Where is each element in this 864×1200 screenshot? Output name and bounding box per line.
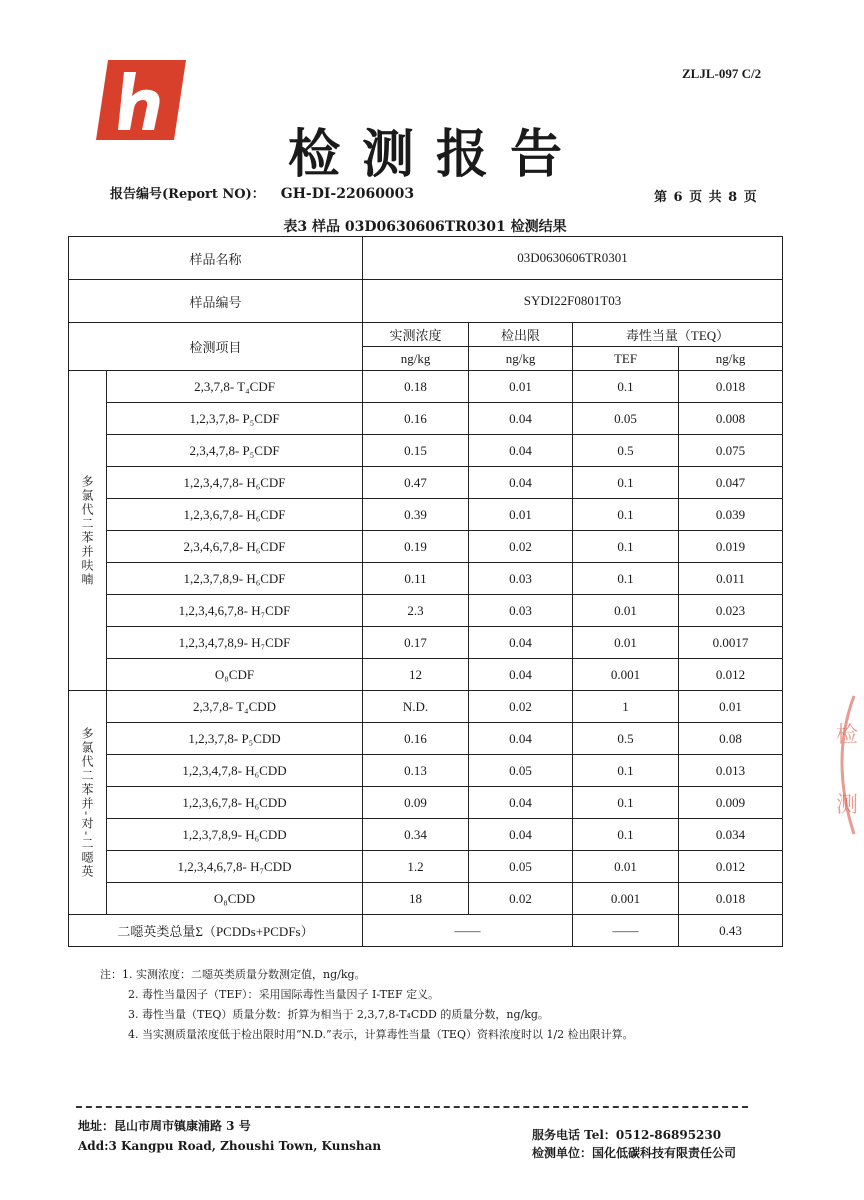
conc-unit: ng/kg bbox=[363, 347, 469, 371]
teq-value: 0.011 bbox=[679, 563, 783, 595]
group-label-pcdf-text: 多氯代二苯并呋喃 bbox=[80, 474, 94, 587]
teq-value: 0.013 bbox=[679, 755, 783, 787]
table-row bbox=[69, 563, 783, 595]
svg-text:测: 测 bbox=[836, 793, 859, 818]
teq-header: 毒性当量（TEQ） bbox=[573, 323, 783, 347]
tef-value: 0.001 bbox=[573, 659, 679, 691]
note-4: 4. 当实测质量浓度低于检出限时用“N.D.”表示，计算毒性当量（TEQ）资料浓度时以 1/2 检出限计算。 bbox=[128, 1028, 634, 1041]
detection-limit: 0.04 bbox=[469, 467, 573, 499]
compound-name: 1,2,3,4,7,8- H₆CDF bbox=[107, 467, 363, 499]
detection-limit: 0.02 bbox=[469, 691, 573, 723]
measured-conc: 0.16 bbox=[363, 403, 469, 435]
measured-conc: 0.17 bbox=[363, 627, 469, 659]
detection-limit: 0.04 bbox=[469, 627, 573, 659]
teq-value: 0.075 bbox=[679, 435, 783, 467]
measured-conc: N.D. bbox=[363, 691, 469, 723]
measured-conc: 0.18 bbox=[363, 371, 469, 403]
detection-limit: 0.04 bbox=[469, 723, 573, 755]
lod-unit: ng/kg bbox=[469, 347, 573, 371]
teq-value: 0.018 bbox=[679, 371, 783, 403]
group-label-pcdd bbox=[69, 691, 107, 915]
table-row bbox=[69, 723, 783, 755]
conc-header: 实测浓度 bbox=[363, 323, 469, 347]
measured-conc: 18 bbox=[363, 883, 469, 915]
table-row bbox=[69, 819, 783, 851]
note-3: 3. 毒性当量（TEQ）质量分数：折算为相当于 2,3,7,8-T₄CDD 的质量分数，ng/kg。 bbox=[128, 1008, 549, 1021]
group-label-pcdd-text: 多氯代二苯并-对-二噁英 bbox=[80, 726, 94, 879]
total-row bbox=[69, 915, 783, 947]
detection-limit: 0.02 bbox=[469, 883, 573, 915]
sample-no-value: SYDI22F0801T03 bbox=[363, 280, 783, 323]
compound-name: 1,2,3,4,6,7,8- H₇CDD bbox=[107, 851, 363, 883]
compound-name: 1,2,3,4,6,7,8- H₇CDF bbox=[107, 595, 363, 627]
teq-value: 0.039 bbox=[679, 499, 783, 531]
teq-value: 0.023 bbox=[679, 595, 783, 627]
tef-value: 0.1 bbox=[573, 531, 679, 563]
tef-value: 0.5 bbox=[573, 435, 679, 467]
compound-name: 1,2,3,7,8,9- H₆CDF bbox=[107, 563, 363, 595]
measured-conc: 0.13 bbox=[363, 755, 469, 787]
measured-conc: 12 bbox=[363, 659, 469, 691]
table-row bbox=[69, 371, 783, 403]
compound-name: 2,3,7,8- T₄CDD bbox=[107, 691, 363, 723]
compound-name: 1,2,3,7,8,9- H₆CDD bbox=[107, 819, 363, 851]
page-info: 第 6 页 共 8 页 bbox=[654, 190, 758, 205]
measured-conc: 0.39 bbox=[363, 499, 469, 531]
tef-value: 0.01 bbox=[573, 627, 679, 659]
tef-value: 0.1 bbox=[573, 563, 679, 595]
teq-value: 0.009 bbox=[679, 787, 783, 819]
table-row bbox=[69, 499, 783, 531]
teq-value: 0.019 bbox=[679, 531, 783, 563]
note-1: 注：1. 实测浓度：二噁英类质量分数测定值，ng/kg。 bbox=[100, 968, 366, 981]
report-no-label: 报告编号(Report NO)： bbox=[110, 187, 265, 202]
testing-org: 检测单位：国化低碳科技有限责任公司 bbox=[532, 1146, 737, 1160]
tef-value: 0.01 bbox=[573, 595, 679, 627]
table-row bbox=[69, 659, 783, 691]
measured-conc: 0.09 bbox=[363, 787, 469, 819]
measured-conc: 0.16 bbox=[363, 723, 469, 755]
table-row bbox=[69, 531, 783, 563]
teq-value: 0.0017 bbox=[679, 627, 783, 659]
notes bbox=[100, 965, 634, 1045]
address-cn: 地址：昆山市周市镇康浦路 3 号 bbox=[78, 1119, 251, 1133]
teq-value: 0.012 bbox=[679, 659, 783, 691]
compound-name: 1,2,3,7,8- P₅CDF bbox=[107, 403, 363, 435]
total-conc: —— bbox=[363, 915, 573, 947]
form-code: ZLJL-097 C/2 bbox=[682, 66, 762, 81]
page-title: 检测报告 bbox=[287, 124, 584, 185]
table-row bbox=[69, 435, 783, 467]
tef-value: 0.1 bbox=[573, 787, 679, 819]
tef-value: 0.1 bbox=[573, 499, 679, 531]
table-row bbox=[69, 403, 783, 435]
compound-name: 1,2,3,6,7,8- H₆CDD bbox=[107, 787, 363, 819]
footer-address bbox=[78, 1116, 381, 1156]
compound-name: 1,2,3,7,8- P₅CDD bbox=[107, 723, 363, 755]
item-header: 检测项目 bbox=[69, 323, 363, 371]
footer-divider bbox=[76, 1106, 748, 1108]
lod-header: 检出限 bbox=[469, 323, 573, 347]
address-en: Add:3 Kangpu Road, Zhoushi Town, Kunshan bbox=[78, 1139, 382, 1153]
note-2: 2. 毒性当量因子（TEF）：采用国际毒性当量因子 I-TEF 定义。 bbox=[128, 988, 440, 1001]
teq-value: 0.018 bbox=[679, 883, 783, 915]
measured-conc: 0.15 bbox=[363, 435, 469, 467]
detection-limit: 0.02 bbox=[469, 531, 573, 563]
teq-value: 0.034 bbox=[679, 819, 783, 851]
tef-value: 1 bbox=[573, 691, 679, 723]
results-table bbox=[68, 236, 783, 947]
total-tef: —— bbox=[573, 915, 679, 947]
table-row bbox=[69, 467, 783, 499]
tef-value: 0.05 bbox=[573, 403, 679, 435]
measured-conc: 2.3 bbox=[363, 595, 469, 627]
detection-limit: 0.03 bbox=[469, 595, 573, 627]
total-label: 二噁英类总量Σ（PCDDs+PCDFs） bbox=[69, 915, 363, 947]
tef-value: 0.1 bbox=[573, 755, 679, 787]
table-row bbox=[69, 787, 783, 819]
service-phone: 服务电话 Tel：0512-86895230 bbox=[532, 1128, 722, 1142]
sample-no-row bbox=[69, 280, 783, 323]
sample-name-row bbox=[69, 237, 783, 280]
sample-name-label: 样品名称 bbox=[69, 237, 363, 280]
detection-limit: 0.01 bbox=[469, 499, 573, 531]
detection-limit: 0.05 bbox=[469, 755, 573, 787]
svg-text:检: 检 bbox=[836, 723, 859, 748]
tef-value: 0.001 bbox=[573, 883, 679, 915]
table-row bbox=[69, 755, 783, 787]
compound-name: 1,2,3,4,7,8,9- H₇CDF bbox=[107, 627, 363, 659]
table-row bbox=[69, 883, 783, 915]
measured-conc: 1.2 bbox=[363, 851, 469, 883]
tef-unit: TEF bbox=[573, 347, 679, 371]
teq-value: 0.01 bbox=[679, 691, 783, 723]
footer-contact bbox=[532, 1126, 736, 1162]
total-teq: 0.43 bbox=[679, 915, 783, 947]
detection-limit: 0.04 bbox=[469, 435, 573, 467]
teq-value: 0.012 bbox=[679, 851, 783, 883]
compound-name: O₈CDF bbox=[107, 659, 363, 691]
tef-value: 0.1 bbox=[573, 467, 679, 499]
detection-limit: 0.05 bbox=[469, 851, 573, 883]
tef-value: 0.5 bbox=[573, 723, 679, 755]
teq-value: 0.047 bbox=[679, 467, 783, 499]
detection-limit: 0.04 bbox=[469, 787, 573, 819]
tef-value: 0.1 bbox=[573, 819, 679, 851]
table-row bbox=[69, 627, 783, 659]
detection-limit: 0.04 bbox=[469, 819, 573, 851]
table-title: 表3 样品 03D0630606TR0301 检测结果 bbox=[283, 219, 567, 235]
sample-no-label: 样品编号 bbox=[69, 280, 363, 323]
teq-value: 0.08 bbox=[679, 723, 783, 755]
tef-value: 0.1 bbox=[573, 371, 679, 403]
detection-limit: 0.03 bbox=[469, 563, 573, 595]
compound-name: 1,2,3,6,7,8- H₆CDF bbox=[107, 499, 363, 531]
compound-name: O₈CDD bbox=[107, 883, 363, 915]
table-row bbox=[69, 851, 783, 883]
report-no-value: GH-DI-22060003 bbox=[280, 186, 415, 202]
table-row bbox=[69, 691, 783, 723]
header-row bbox=[69, 323, 783, 347]
detection-limit: 0.04 bbox=[469, 403, 573, 435]
measured-conc: 0.11 bbox=[363, 563, 469, 595]
compound-name: 2,3,4,6,7,8- H₆CDF bbox=[107, 531, 363, 563]
measured-conc: 0.34 bbox=[363, 819, 469, 851]
tef-value: 0.01 bbox=[573, 851, 679, 883]
measured-conc: 0.47 bbox=[363, 467, 469, 499]
table-row bbox=[69, 595, 783, 627]
compound-name: 2,3,4,7,8- P₅CDF bbox=[107, 435, 363, 467]
group-label-pcdf bbox=[69, 371, 107, 691]
seal-stamp-fragment bbox=[824, 690, 864, 840]
teq-value: 0.008 bbox=[679, 403, 783, 435]
compound-name: 1,2,3,4,7,8- H₆CDD bbox=[107, 755, 363, 787]
report-number bbox=[110, 183, 414, 202]
sample-name-value: 03D0630606TR0301 bbox=[363, 237, 783, 280]
detection-limit: 0.01 bbox=[469, 371, 573, 403]
measured-conc: 0.19 bbox=[363, 531, 469, 563]
compound-name: 2,3,7,8- T₄CDF bbox=[107, 371, 363, 403]
detection-limit: 0.04 bbox=[469, 659, 573, 691]
teq-unit: ng/kg bbox=[679, 347, 783, 371]
